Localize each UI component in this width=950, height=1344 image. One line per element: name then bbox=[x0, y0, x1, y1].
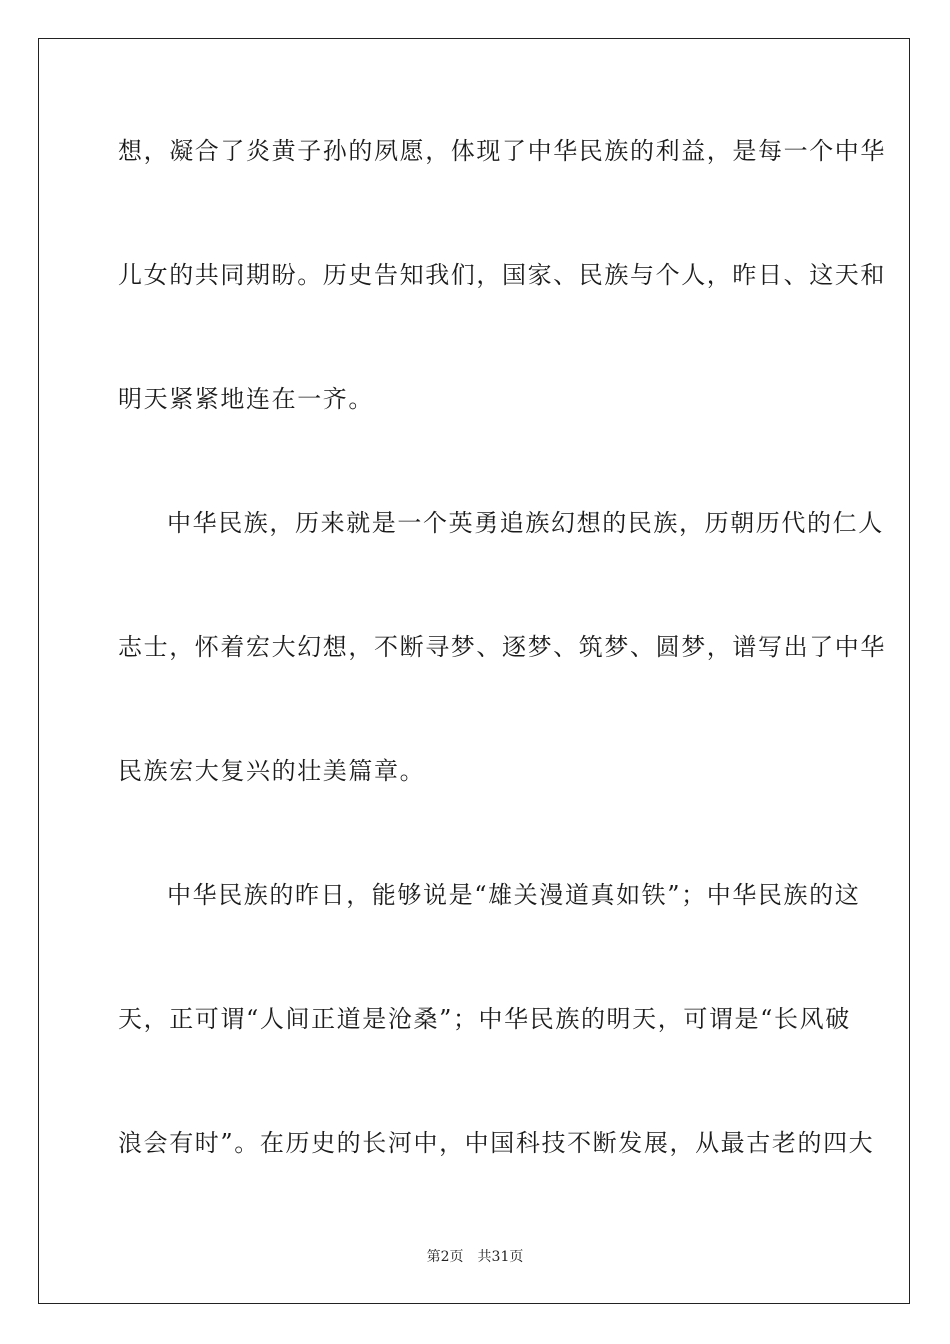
text-line: 民族宏大复兴的壮美篇章。 bbox=[118, 757, 426, 785]
text-line: 明天紧紧地连在一齐。 bbox=[118, 385, 374, 413]
text-line: 浪会有时”。在历史的长河中，中国科技不断发展，从最古老的四大 bbox=[118, 1129, 875, 1157]
paragraph-start-line: 中华民族，历来就是一个英勇追族幻想的民族，历朝历代的仁人 bbox=[167, 509, 884, 537]
page-number-footer: 第2页 共31页 bbox=[426, 1249, 524, 1265]
text-line: 儿女的共同期盼。历史告知我们，国家、民族与个人，昨日、这天和 bbox=[118, 261, 886, 289]
paragraph-start-line: 中华民族的昨日，能够说是“雄关漫道真如铁”；中华民族的这 bbox=[167, 881, 861, 909]
text-line: 天，正可谓“人间正道是沧桑”；中华民族的明天，可谓是“长风破 bbox=[118, 1005, 851, 1033]
document-page bbox=[38, 38, 910, 1304]
text-line: 志士，怀着宏大幻想，不断寻梦、逐梦、筑梦、圆梦，谱写出了中华 bbox=[118, 633, 886, 661]
text-line: 想，凝合了炎黄子孙的夙愿，体现了中华民族的利益，是每一个中华 bbox=[118, 137, 886, 165]
